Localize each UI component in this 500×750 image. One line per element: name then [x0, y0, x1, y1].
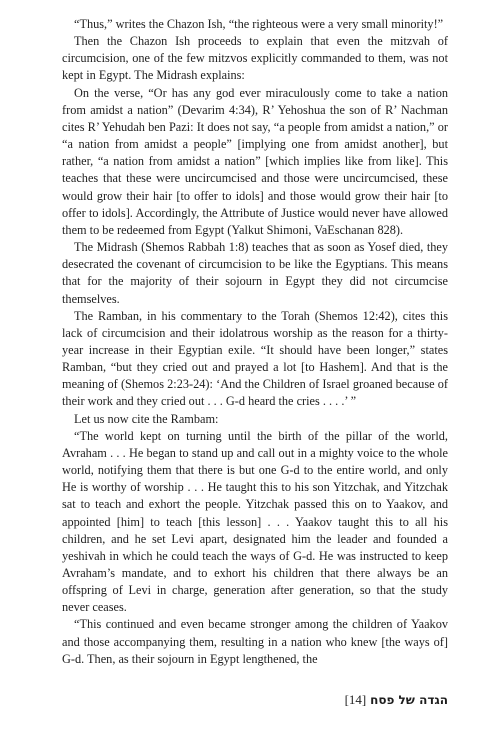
paragraph-5: The Ramban, in his commentary to the Torah (Shemos 12:42), cites this lack of circumcision and their idolatrous worship as the reason for a thirty-year increase in their Egyptian exile. “It should have been longer,” states Ramban, “but they cried out and prayed a lot [to Hashem]. And that is the meaning of (Shemos 2:23-24): ‘And the Children of Israel groaned because of their work and they cried out . . . G-d heard the cries . . . .’ ”	[62, 308, 448, 409]
page-number: [14]	[344, 692, 367, 707]
paragraph-7: “The world kept on turning until the birth of the pillar of the world, Avraham . . . He began to stand up and call out in a mighty voice to the whole world, notifying them that there is but one G-d to the entire world, and only He is worthy of worship . . . He taught this to his son Yitzchak, and Yitzchak sat to teach and exhort the people. Yitzchak passed this on to Yaakov, and appointed [him] to teach [this lesson] . . . Yaakov taught this to all his children, and he set Levi apart, designated him the leader and founded a yeshivah in which he could teach the ways of G-d. He was instructed to keep Avraham’s mandate, and to exhort his children that there always be an offspring of Levi in charge, generation after generation, so that the study never ceases.	[62, 428, 448, 615]
page-body	[62, 16, 448, 668]
page-footer	[0, 692, 448, 708]
paragraph-1: “Thus,” writes the Chazon Ish, “the righteous were a very small minority!”	[74, 17, 444, 31]
paragraph-4: The Midrash (Shemos Rabbah 1:8) teaches that as soon as Yosef died, they desecrated the covenant of circumcision to be like the Egyptians. This means that for the majority of their sojourn in Egypt they did not circumcise themselves.	[62, 240, 448, 306]
paragraph-2: Then the Chazon Ish proceeds to explain that even the mitzvah of circumcision, one of the few mitzvos explicitly commanded to them, was not kept in Egypt. The Midrash explains:	[62, 34, 448, 83]
paragraph-3: On the verse, “Or has any god ever miraculously come to take a nation from amidst a nation” (Devarim 4:34), R’ Yehoshua the son of R’ Nachman cites R’ Yehudah ben Pazi: It does not say, “a people from amidst a nation,” or “a nation from amidst a people” [implying one from amidst another], but rather, “a nation from amidst a nation” [which implies like from like]. This teaches that these were uncircumcised and those were uncircumcised, these would grow their hair [to offer to idols] and those would grow their hair [to offer to idols]. Accordingly, the Attribute of Justice would never have allowed them to be redeemed from Egypt (Yalkut Shimoni, VaEschanan 828).	[62, 85, 448, 237]
paragraph-6: Let us now cite the Rambam:	[74, 411, 219, 426]
paragraph-8: “This continued and even became stronger among the children of Yaakov and those accompanying them, resulting in a nation who knew [the ways of] G-d. Then, as their sojourn in Egypt lengthened, the	[62, 617, 448, 666]
running-title: הגדה של פסח	[370, 693, 448, 707]
